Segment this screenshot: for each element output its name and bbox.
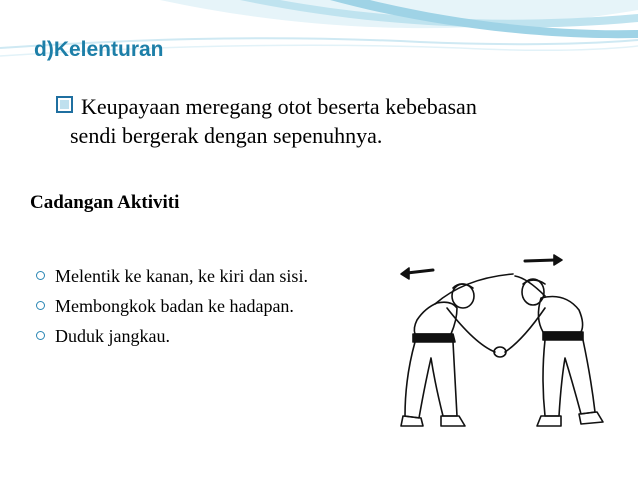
section-subheading: Cadangan Aktiviti [30,192,180,213]
activity-text: Membongkok badan ke hadapan. [55,296,294,316]
activity-list [36,261,308,351]
slide-title: d)Kelenturan [34,38,164,61]
left-person-figure [401,274,513,426]
definition-bullet [56,92,576,150]
hollow-circle-bullet-icon [36,271,45,280]
definition-text-line-1: Keupayaan meregang otot beserta kebebasan [81,94,477,119]
activity-text: Melentik ke kanan, ke kiri dan sisi. [55,266,308,286]
left-arrow-icon [401,268,433,279]
list-item [36,291,308,321]
definition-line-1 [56,92,576,121]
activity-text: Duduk jangkau. [55,326,170,346]
hollow-circle-bullet-icon [36,301,45,310]
right-person-figure [505,276,603,426]
right-arrow-icon [525,255,562,265]
hollow-circle-bullet-icon [36,331,45,340]
list-item [36,321,308,351]
partner-stretch-illustration [395,248,617,458]
list-item [36,261,308,291]
hollow-square-bullet-icon [56,96,73,113]
definition-text-line-2: sendi bergerak dengan sepenuhnya. [70,123,383,148]
